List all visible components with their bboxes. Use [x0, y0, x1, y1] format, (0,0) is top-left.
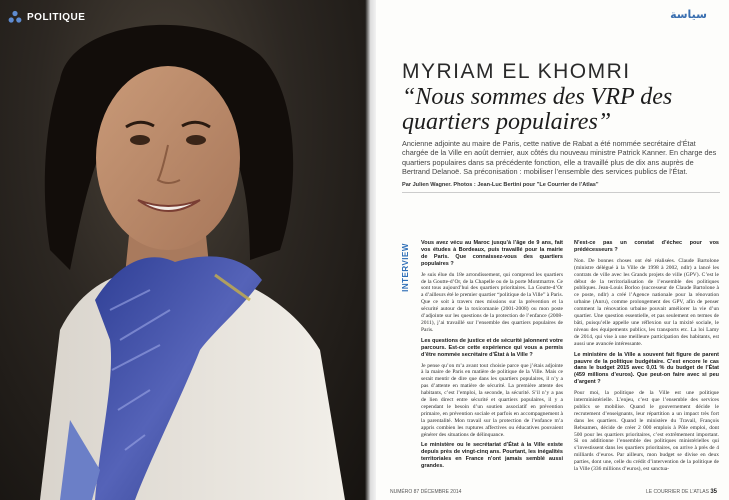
interviewee-name: MYRIAM EL KHOMRI — [402, 60, 631, 83]
answer: Je pense qu’on m’a avant tout choisie parce que j’étais adjointe à la maire de Paris en matière de politique de la Ville. Mais ce serait mentir de dire que dans les quartiers populaires, il n’y a pas d’attente en matière de sécurité. La première attente des habitants, c’est l’emploi, la seconde, la sécurité. S’il n’y a pas de lien direct entre sécurité et quartiers populaires, il y a cependant le besoin d’un soutien associatif en prévention primaire, en prévention sociale et parfois en accompagnement à la parentalité. Mon travail sur la protection de l’enfance m’a appris combien les ruptures affectives ou éducatives pouvaient générer des situations de délinquance. — [421, 362, 563, 438]
answer: Pour moi, la politique de la Ville est une politique interministérielle. L’enjeu, c’est que l’ensemble des services publics se mobilise. Quand le gouvernement décide le recrutement d’enseignants, leur répartition a un impact très fort dans les quartiers. Quand le ministère du Travail, François Rebsamen, décide de créer 2 000 emplois à Pôle emploi, dont 500 pour les quartiers prioritaires, c’est extrêmement important. Si on additionne l’ensemble des politiques ministérielles qui s’investissent dans les quartiers prioritaires, on arrive à près de 4 milliards d’euros. Par ailleurs, mon budget se divise en deux parties, dont une, celle du crédit d’intervention de la politique de la Ville (336 millions d’euros), est sanctua- — [574, 390, 719, 473]
section-title: POLITIQUE — [27, 11, 86, 23]
footer-magazine — [646, 489, 717, 495]
text-page — [376, 0, 729, 500]
interview-tag — [400, 238, 414, 298]
interview-tag-label: INTERVIEW — [400, 243, 410, 292]
byline: Par Julien Wagner. Photos : Jean-Luc Bertini pour "Le Courrier de l’Atlas" — [402, 182, 599, 188]
question: Le ministère de la Ville a souvent fait figure de parent pauvre de la politique budgétaire. C’est encore le cas dans le budget 2015 avec 0,01 % du budget de l’État (459 millions d’euros). Que peut-on faire avec si peu d’argent ? — [574, 351, 719, 386]
headline-quote: “Nous sommes des VRP des quartiers populaires” — [402, 84, 673, 135]
page-number: 35 — [710, 489, 717, 495]
answer: Je suis élue du 18e arrondissement, qui comprend les quartiers de la Goutte-d’Or, de la Chapelle ou de la porte Montmartre. Ce sont tous aujourd’hui des quartiers prioritaires. La Goutte-d’Or a d’ailleurs été le premier quartier “politique de la Ville” à Paris. Que ce soit à travers mes missions sur la prévention et la sécurité autour de la toxicomanie (2001-2008) ou mon poste d’adjointe sur les questions de la protection de l’enfance (2008-2011), j’ai travaillé sur l’ensemble des quartiers populaires de Paris. — [421, 271, 563, 333]
answer: Non. De bonnes choses ont été réalisées. Claude Bartolone (ministre délégué à la Ville de 1998 à 2002, ndlr) a lancé les contrats de ville avec les Grands projets de ville (GPV). C’est le début de la territorialisation de l’ensemble des politiques publiques. Jean-Louis Borloo (successeur de Claude Bartolone à ce poste, ndlr) a créé l’Agence nationale pour la rénovation urbaine (Anru), comme prolongement des GPV, afin de penser comment la rénovation urbaine pouvait améliorer la vie d’un quartier. Une question essentielle, et pas seulement en termes de bâti, puisqu’elle appelle une réflexion sur la mixité sociale, le niveau des équipements publics, les transports etc. La loi Lamy de 2014, qui vise à une meilleure participation des habitants, est aussi une avancée intéressante. — [574, 257, 719, 347]
divider — [402, 192, 720, 193]
article-column-2 — [574, 240, 719, 477]
section-label — [8, 10, 85, 24]
standfirst: Ancienne adjointe au maire de Paris, cette native de Rabat a été nommée secrétaire d’État chargée de la Ville en août dernier, aux côtés du nouveau ministre Patrick Kanner. En charge des quartiers populaires dans sa précédente fonction, elle a travaillé plus de dix ans auprès de Bertrand Delanoë. Sa préconisation : mobiliser l’ensemble des services publics de l’État. — [402, 139, 717, 177]
question: Le ministère ou le secrétariat d’État à la Ville existe depuis près de vingt-cinq ans. Pourtant, les inégalités territoriales en France n’ont jamais semblé aussi grandes. — [421, 442, 563, 470]
arabic-section-label: سياسة — [670, 8, 707, 21]
issue-number: NUMÉRO 87 — [390, 489, 420, 495]
article-column-1 — [421, 240, 563, 474]
question: Vous avez vécu au Maroc jusqu’à l’âge de 9 ans, fait vos études à Bordeaux, puis travaillé pour la mairie de Paris. Que connaissez-vous des quartiers populaires ? — [421, 240, 563, 267]
magazine-name: LE COURRIER DE L’ATLAS — [645, 489, 709, 495]
three-dots-icon — [8, 10, 22, 24]
question: Les questions de justice et de sécurité jalonnent votre parcours. Est-ce cette expérience qui vous a permis d’être nommée secrétaire d’État à la Ville ? — [421, 337, 563, 358]
question: N’est-ce pas un constat d’échec pour vos prédécesseurs ? — [574, 240, 719, 253]
footer-issue — [390, 489, 461, 495]
issue-date: DÉCEMBRE 2014 — [420, 489, 462, 495]
